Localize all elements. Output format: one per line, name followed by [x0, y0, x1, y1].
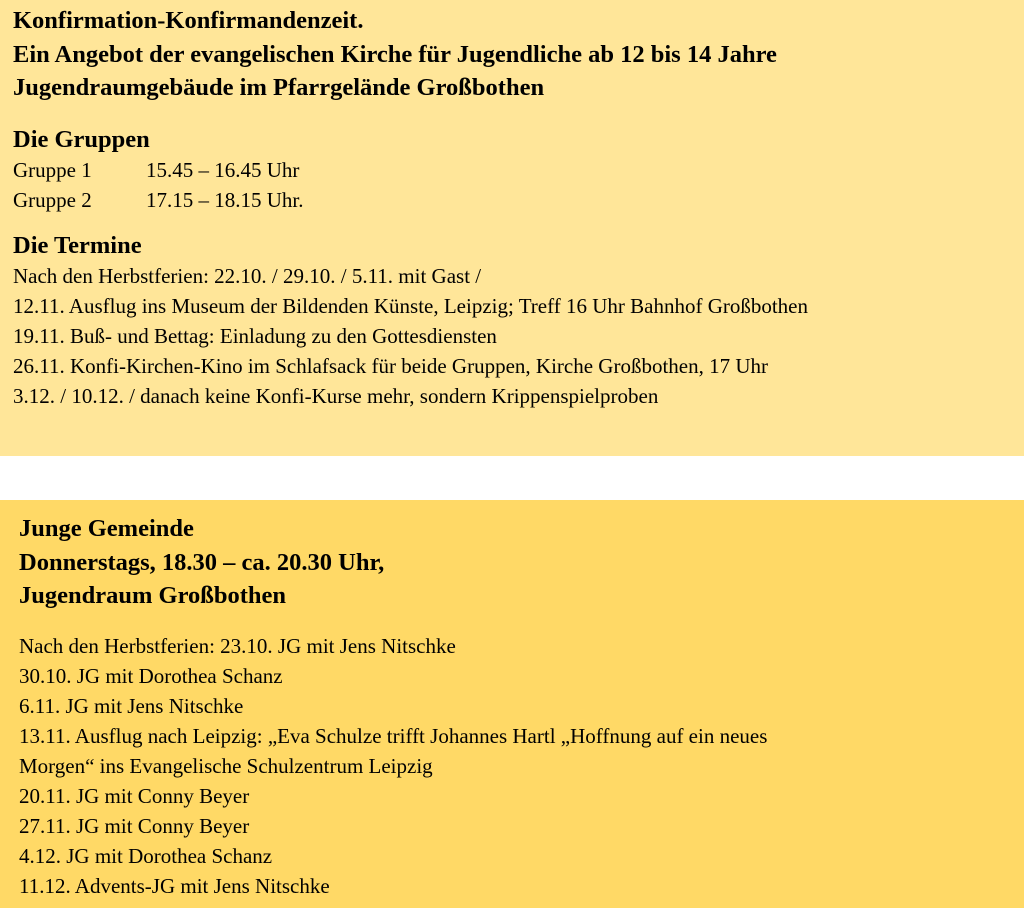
jg-date-item: 11.12. Advents-JG mit Jens Nitschke: [19, 873, 330, 898]
junge-gemeinde-section: [0, 500, 1024, 908]
jg-date-item: 4.12. JG mit Dorothea Schanz: [19, 843, 273, 868]
date-item: 3.12. / 10.12. / danach keine Konfi-Kurse mehr, sondern Krippenspielproben: [13, 383, 659, 408]
jg-title-line: Junge Gemeinde: [19, 515, 194, 542]
jg-date-item: Nach den Herbstferien: 23.10. JG mit Jens Nitschke: [19, 633, 456, 658]
jg-date-item: 20.11. JG mit Conny Beyer: [19, 783, 250, 808]
konfirmation-title-line: Jugendraumgebäude im Pfarrgelände Großbothen: [13, 74, 545, 101]
dates-heading: Die Termine: [13, 231, 142, 259]
konfirmation-title-line: Ein Angebot der evangelischen Kirche für Jugendliche ab 12 bis 14 Jahre: [13, 40, 777, 68]
jg-date-item: Morgen“ ins Evangelische Schulzentrum Leipzig: [19, 753, 433, 778]
date-item: 26.11. Konfi-Kirchen-Kino im Schlafsack für beide Gruppen, Kirche Großbothen, 17 Uhr: [13, 353, 769, 378]
jg-date-item: 6.11. JG mit Jens Nitschke: [19, 693, 244, 718]
group-row: [13, 155, 1024, 185]
group-name: Gruppe 1: [13, 157, 92, 182]
group-time: 15.45 – 16.45 Uhr: [146, 157, 300, 182]
jg-title-line: Jugendraum Großbothen: [19, 582, 287, 609]
group-row: [13, 185, 1024, 215]
jg-date-item: 27.11. JG mit Conny Beyer: [19, 813, 250, 838]
date-item: Nach den Herbstferien: 22.10. / 29.10. / 5.11. mit Gast /: [13, 263, 482, 288]
groups-heading: Die Gruppen: [13, 125, 150, 153]
group-name: Gruppe 2: [13, 187, 92, 212]
konfirmation-title-line: Konfirmation-Konfirmandenzeit.: [13, 7, 364, 34]
group-time: 17.15 – 18.15 Uhr.: [146, 187, 304, 212]
jg-date-item: 30.10. JG mit Dorothea Schanz: [19, 663, 283, 688]
date-item: 12.11. Ausflug ins Museum der Bildenden Künste, Leipzig; Treff 16 Uhr Bahnhof Großbothen: [13, 293, 809, 318]
date-item: 19.11. Buß- und Bettag: Einladung zu den Gottesdiensten: [13, 323, 497, 348]
jg-title-line: Donnerstags, 18.30 – ca. 20.30 Uhr,: [19, 548, 385, 576]
jg-date-item: 13.11. Ausflug nach Leipzig: „Eva Schulze trifft Johannes Hartl „Hoffnung auf ein neues: [19, 723, 768, 748]
